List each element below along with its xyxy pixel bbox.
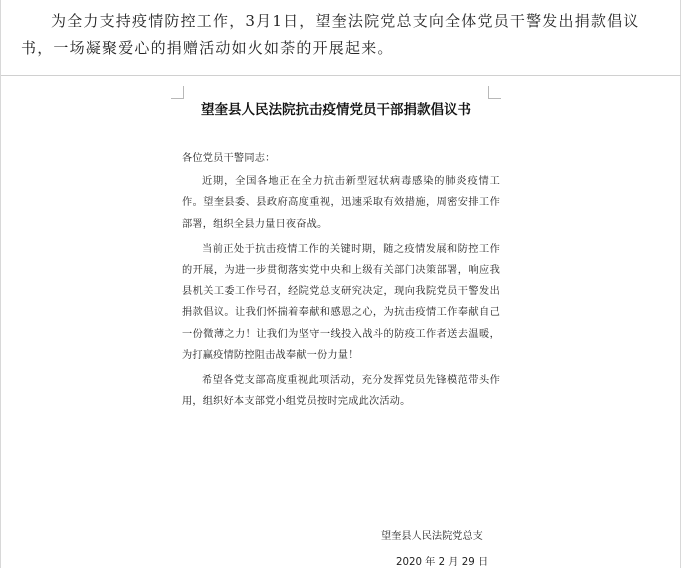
letter-salutation: 各位党员干警同志： bbox=[182, 153, 276, 164]
letter-body bbox=[182, 148, 500, 416]
letter-paragraph: 希望各党支部高度重视此项活动，充分发挥党员先锋模范带头作用，组织好本支部党小组党员按时完成此次活动。 bbox=[182, 375, 500, 408]
letter-paragraph: 当前正处于抗击疫情工作的关键时期，随之疫情发展和防控工作的开展，为进一步贯彻落实党中央和上级有关部门决策部署，响应我县机关工委工作号召，经院党总支研究决定，现向我院党员干警发出捐款倡议。让我们怀揣着奉献和感恩之心，为抗击疫情工作奉献自己一份微薄之力！让我们为坚守一线投入战斗的防疫工作者送去温暖，为打赢疫情防控阻击战奉献一份力量！ bbox=[182, 243, 500, 361]
letter-signature: 望奎县人民法院党总支 bbox=[381, 531, 483, 542]
letter-date: 2020 年 2 月 29 日 bbox=[396, 557, 489, 568]
article-intro-paragraph: 为全力支持疫情防控工作，3月1日，望奎法院党总支向全体党员干警发出捐款倡议书，一场凝聚爱心的捐赠活动如火如荼的开展起来。 bbox=[21, 12, 640, 57]
letter-paragraph: 近期，全国各地正在全力抗击新型冠状病毒感染的肺炎疫情工作。望奎县委、县政府高度重视，迅速采取有效措施，周密安排工作部署，组织全县力量日夜奋战。 bbox=[182, 176, 500, 230]
section-divider bbox=[1, 75, 681, 76]
letter-title: 望奎县人民法院抗击疫情党员干部捐款倡议书 bbox=[201, 102, 471, 118]
